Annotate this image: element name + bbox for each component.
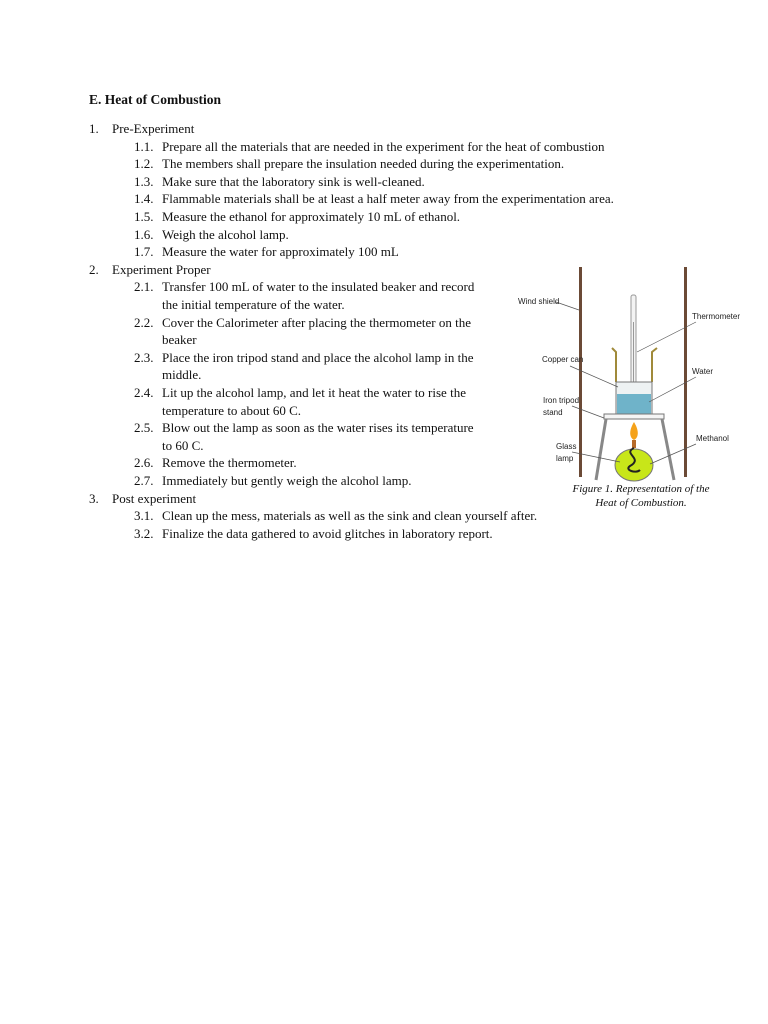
can-wire-right (652, 348, 657, 382)
item-number: 1.7. (134, 244, 154, 260)
item-text: Finalize the data gathered to avoid glitches in laboratory report. (162, 525, 493, 541)
item-number: 1.6. (134, 226, 154, 242)
item-number: 2.3. (134, 349, 154, 365)
wind-shield-left (579, 267, 582, 477)
item-number: 2.7. (134, 473, 154, 488)
item-text: Transfer 100 mL of water to the insulated beaker and record (162, 279, 475, 295)
item-text: The members shall prepare the insulation needed during the experimentation. (162, 156, 565, 172)
item-number: 3.1. (134, 508, 154, 524)
label-copper-can: Copper can (542, 355, 584, 364)
label-iron-tripod-1: Iron tripod (543, 396, 580, 405)
label-glass-lamp-1: Glass (556, 442, 577, 451)
wind-shield-right (684, 267, 687, 477)
item-number: 1.5. (134, 209, 154, 224)
label-thermometer: Thermometer (692, 312, 741, 321)
item-number: 1.3. (134, 173, 154, 189)
apparatus-figure (512, 262, 741, 512)
section-heading-text: Post experiment (112, 490, 197, 506)
item-number: 2.1. (134, 279, 154, 295)
item-text: temperature to about 60 C. (162, 402, 301, 418)
item-text: Blow out the lamp as soon as the water rises its temperature (162, 420, 474, 436)
item-text: Cover the Calorimeter after placing the thermometer on the (162, 314, 471, 330)
section-title: E. Heat of Combustion (89, 92, 222, 107)
label-wind-shield: Wind shield (518, 297, 560, 306)
item-text: middle. (162, 367, 202, 383)
tripod-leg-left (596, 419, 606, 480)
caption-line: Heat of Combustion. (595, 497, 687, 509)
item-text: Measure the water for approximately 100 mL (162, 244, 399, 260)
item-text: Remove the thermometer. (162, 455, 297, 471)
label-water: Water (692, 367, 714, 376)
item-text: Clean up the mess, materials as well as the sink and clean yourself after. (162, 508, 538, 524)
item-text: Place the iron tripod stand and place the alcohol lamp in the (162, 349, 474, 365)
label-methanol: Methanol (696, 434, 729, 443)
section-number: 1. (89, 121, 99, 136)
item-text: Immediately but gently weigh the alcohol lamp. (162, 473, 412, 488)
label-iron-tripod-2: stand (543, 408, 563, 417)
item-text: Lit up the alcohol lamp, and let it heat the water to rise the (162, 385, 466, 400)
item-text: Flammable materials shall be at least a half meter away from the experimentation area. (162, 191, 614, 207)
item-number: 1.2. (134, 156, 154, 172)
item-number: 2.2. (134, 314, 154, 330)
section-number: 2. (89, 261, 99, 277)
item-text: Measure the ethanol for approximately 10 mL of ethanol. (162, 209, 461, 224)
label-glass-lamp-2: lamp (556, 454, 574, 463)
tripod-leg-right (662, 419, 674, 480)
item-number: 1.1. (134, 138, 154, 154)
item-text: beaker (162, 332, 197, 348)
caption-line: Figure 1. Representation of the (572, 483, 710, 495)
figure-caption (556, 482, 726, 510)
section-heading-text: Pre-Experiment (112, 121, 195, 136)
item-number: 2.5. (134, 420, 154, 436)
item-number: 2.6. (134, 455, 154, 471)
item-text: the initial temperature of the water. (162, 297, 345, 312)
item-number: 3.2. (134, 525, 154, 541)
item-number: 1.4. (134, 191, 154, 207)
section-number: 3. (89, 490, 99, 506)
flame (630, 422, 638, 440)
can-wire-left (612, 348, 616, 382)
item-text: to 60 C. (162, 437, 204, 453)
glass-lamp (615, 449, 653, 481)
item-text: Make sure that the laboratory sink is well-cleaned. (162, 173, 425, 189)
tripod-top (604, 414, 664, 419)
item-text: Weigh the alcohol lamp. (162, 226, 289, 242)
item-number: 2.4. (134, 385, 154, 400)
water (617, 394, 651, 414)
item-text: Prepare all the materials that are needed in the experiment for the heat of combustion (162, 138, 605, 154)
section-heading-text: Experiment Proper (112, 261, 211, 277)
